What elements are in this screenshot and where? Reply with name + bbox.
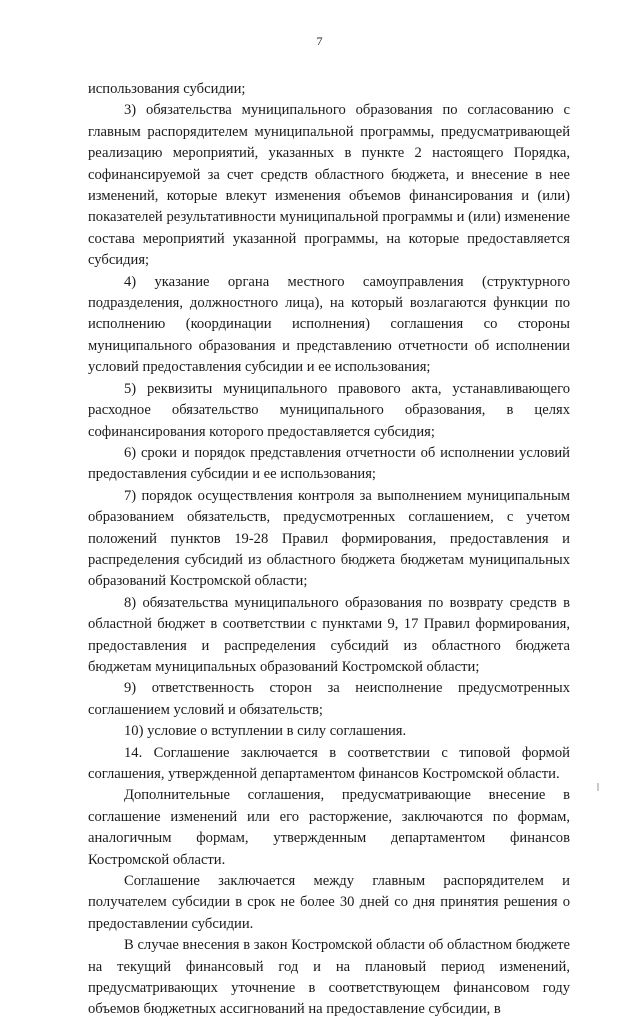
paragraph: 14. Соглашение заключается в соответствии с типовой формой соглашения, утвержденной департаментом финансов Костромской области.	[88, 744, 570, 782]
document-body	[88, 79, 570, 1021]
paragraph: использования субсидии;	[88, 81, 246, 97]
paragraph: 3) обязательства муниципального образования по согласованию с главным распорядителем муниципальной программы, предусматривающей реализацию мероприятий, указанных в пункте 2 настоящего Порядка, софинансируемой за счет средств областного бюджета, и внесение в нее изменений, которые влекут изменения объемов финансирования и (или) показателей результативности муниципальной программы и (или) изменение состава мероприятий указанной программы, на которые предоставляется субсидия;	[88, 102, 570, 269]
paragraph: В случае внесения в закон Костромской области об областном бюджете на текущий финансовый год и на плановый период изменений, предусматривающих уточнение в соответствующем финансовом году объемов бюджетных ассигнований на предоставление субсидии, в	[88, 937, 570, 1018]
paragraph: 5) реквизиты муниципального правового акта, устанавливающего расходное обязательство муниципального образования, в целях софинансирования которого предоставляется субсидия;	[88, 380, 570, 440]
paragraph: Соглашение заключается между главным распорядителем и получателем субсидии в срок не более 30 дней со дня принятия решения о предоставлении субсидии.	[88, 873, 570, 932]
paragraph: 8) обязательства муниципального образования по возврату средств в областной бюджет в соответствии с пунктами 9, 17 Правил формирования, предоставления и распределения субсидий из областного бюджета бюджетам муниципальных образований Костромской области;	[88, 594, 570, 675]
paragraph: 7) порядок осуществления контроля за выполнением муниципальным образованием обязательств, предусмотренных соглашением, с учетом положений пунктов 19-28 Правил формирования, предоставления и распределения субсидий из областного бюджета бюджетам муниципальных образований Костромской области;	[88, 487, 570, 590]
paragraph: 10) условие о вступлении в силу соглашения.	[124, 723, 407, 740]
paragraph: 9) ответственность сторон за неисполнение предусмотренных соглашением условий и обязательств;	[88, 680, 570, 718]
page-number: 7	[316, 34, 323, 48]
paragraph: 6) сроки и порядок представления отчетности об исполнении условий предоставления субсидии и ее использования;	[88, 444, 570, 483]
paragraph: 4) указание органа местного самоуправления (структурного подразделения, должностного лица), на который возлагаются функции по исполнению (координации исполнения) соглашения со стороны муниципального образования и представлению отчетности об исполнении условий предоставления субсидии и ее использования;	[88, 273, 570, 376]
scan-mark	[597, 783, 599, 791]
paragraph: Дополнительные соглашения, предусматривающие внесение в соглашение изменений или его расторжение, заключаются по формам, аналогичным формам, утвержденным департаментом финансов Костромской области.	[88, 787, 570, 868]
